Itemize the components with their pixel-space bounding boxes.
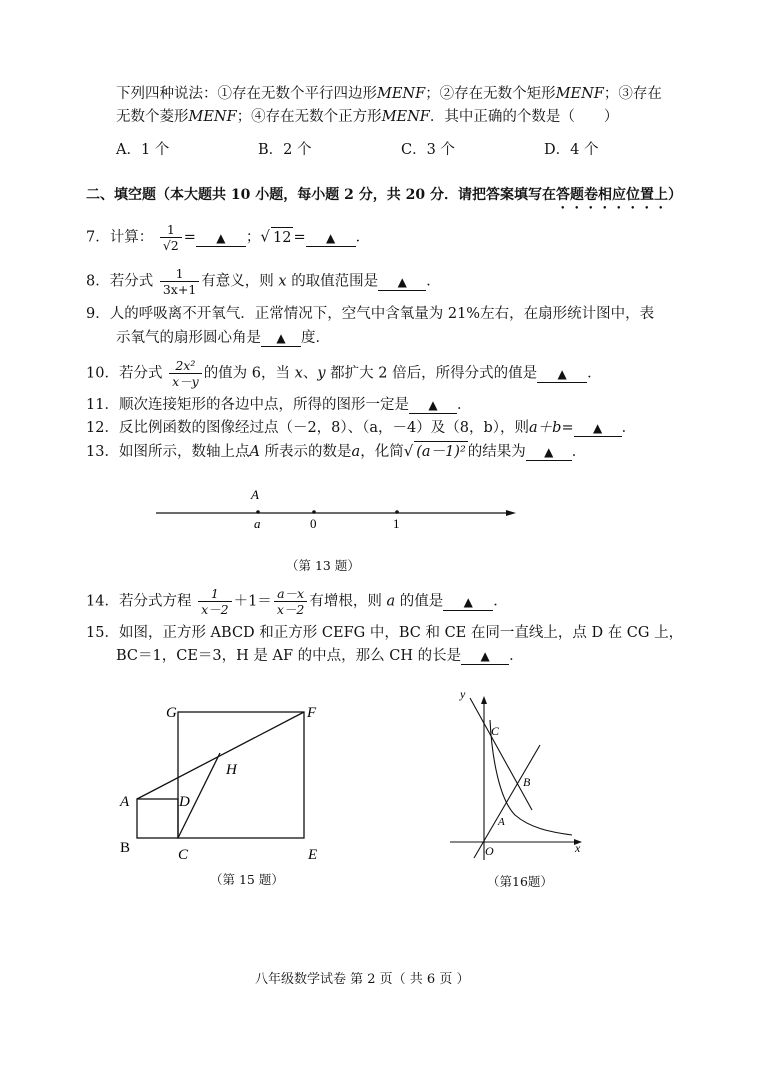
- point-0-dot: [312, 510, 316, 514]
- square-cefg: [178, 712, 304, 838]
- question-9-line1: 9．人的呼吸离不开氧气．正常情况下，空气中含氧量为 21%左右，在扇形统计图中，表: [86, 306, 655, 322]
- label-A: A: [251, 487, 259, 502]
- label-F: F: [307, 705, 317, 721]
- number-line-arrow: [506, 510, 516, 516]
- q6-option-a: A．1 个: [116, 142, 170, 158]
- q6-option-c: C．3 个: [401, 142, 455, 158]
- label-C: C: [491, 724, 500, 738]
- q13-answer-blank: ▲: [526, 444, 572, 461]
- q6-option-b: B．2 个: [258, 142, 312, 158]
- label-1: 1: [393, 516, 400, 531]
- label-A: A: [120, 794, 130, 810]
- segment-af: [137, 712, 304, 799]
- point-a-dot: [256, 510, 260, 514]
- q10-answer-blank: ▲: [537, 366, 587, 383]
- label-O: O: [485, 844, 494, 858]
- q10-fraction: $\frac{\text{2x²}}{x-y}$: [169, 358, 202, 389]
- q6-line2: 无数个菱形MENF；④存在无数个正方形MENF．其中正确的个数是（ ）: [116, 109, 619, 125]
- q9-answer-blank: ▲: [261, 330, 301, 347]
- question-10: 10．若分式 $\frac{\text{2x²}}{x-y}$ 的值为 6，当 x、y 都扩大 2 倍后，所得分式的值是 ▲ ．: [86, 358, 602, 389]
- q6-option-d: D．4 个: [544, 142, 599, 158]
- question-13: 13．如图所示，数轴上点A 所表示的数是a，化简√ (a－1)² 的结果为 ▲ ．: [86, 442, 587, 460]
- label-A: A: [498, 816, 505, 828]
- question-12: 12．反比例函数的图像经过点（－2，8）、（a，－4）及（8，b），则a＋b= ▲ ．: [86, 420, 637, 436]
- line-cb: [470, 698, 532, 810]
- section-heading: 二、填空题（本大题共 10 小题，每小题 2 分，共 20 分．请把答案填写在答题卷相应位置上）: [86, 187, 682, 203]
- q7-answer-blank-2: ▲: [306, 230, 356, 247]
- fig15-caption: （第 15 题）: [210, 872, 284, 887]
- label-E: E: [308, 847, 318, 863]
- label-B: B: [120, 840, 131, 856]
- q15-answer-blank: ▲: [461, 648, 509, 665]
- label-D: D: [179, 794, 190, 810]
- question-8: 8．若分式 $\frac{1}{3x+1}$ 有意义，则 x 的取值范围是 ▲ ．: [86, 266, 441, 297]
- fig15-squares: [110, 695, 340, 870]
- label-B: B: [523, 775, 531, 789]
- fig13-number-line: [150, 482, 530, 538]
- question-15-line1: 15．如图，正方形 ABCD 和正方形 CEFG 中，BC 和 CE 在同一直线上，点 D 在 CG 上，: [86, 625, 684, 641]
- fig16-graph: [440, 690, 590, 865]
- q14-answer-blank: ▲: [443, 594, 493, 611]
- page-footer: 八年级数学试卷 第 2 页（ 共 6 页 ）: [255, 972, 470, 987]
- q14-fraction-1: $\frac{1}{x-2}$: [198, 586, 232, 617]
- point-1-dot: [395, 510, 399, 514]
- q6-line1: 下列四种说法：①存在无数个平行四边形MENF；②存在无数个矩形MENF；③存在: [116, 86, 662, 102]
- question-14: 14．若分式方程 $\frac{1}{x-2}$ ＋1＝ $\frac{a-x}{x-2}$ 有增根，则 a 的值是 ▲ ．: [86, 586, 508, 617]
- y-axis-arrow: [481, 696, 487, 704]
- square-abcd: [137, 799, 178, 838]
- q11-answer-blank: ▲: [409, 397, 457, 414]
- q7-answer-blank-1: ▲: [196, 230, 246, 247]
- label-H: H: [226, 762, 237, 778]
- label-x: x: [575, 841, 581, 855]
- q14-fraction-2: $\frac{a-x}{x-2}$: [274, 586, 308, 617]
- question-7: 7．计算： $\frac{1}{√2}$ = ▲ ；√ 12 = ▲ ．: [86, 222, 371, 253]
- label-a: a: [254, 516, 261, 531]
- fig16-caption: （第16题）: [487, 874, 553, 889]
- q7-fraction: $\frac{1}{√2}$: [160, 222, 182, 253]
- q12-answer-blank: ▲: [574, 420, 622, 437]
- label-0: 0: [310, 516, 317, 531]
- question-11: 11．顺次连接矩形的各边中点，所得的图形一定是 ▲ ．: [86, 397, 472, 413]
- fig13-caption: （第 13 题）: [286, 558, 360, 573]
- label-C: C: [178, 847, 189, 863]
- q8-answer-blank: ▲: [378, 274, 426, 291]
- q8-fraction: $\frac{1}{3x+1}$: [160, 266, 199, 297]
- label-y: y: [460, 690, 466, 701]
- question-9-line2: 示氧气的扇形圆心角是 ▲ 度．: [116, 330, 330, 346]
- label-G: G: [166, 705, 177, 721]
- question-15-line2: BC＝1，CE＝3，H 是 AF 的中点，那么 CH 的长是 ▲ ．: [116, 648, 524, 664]
